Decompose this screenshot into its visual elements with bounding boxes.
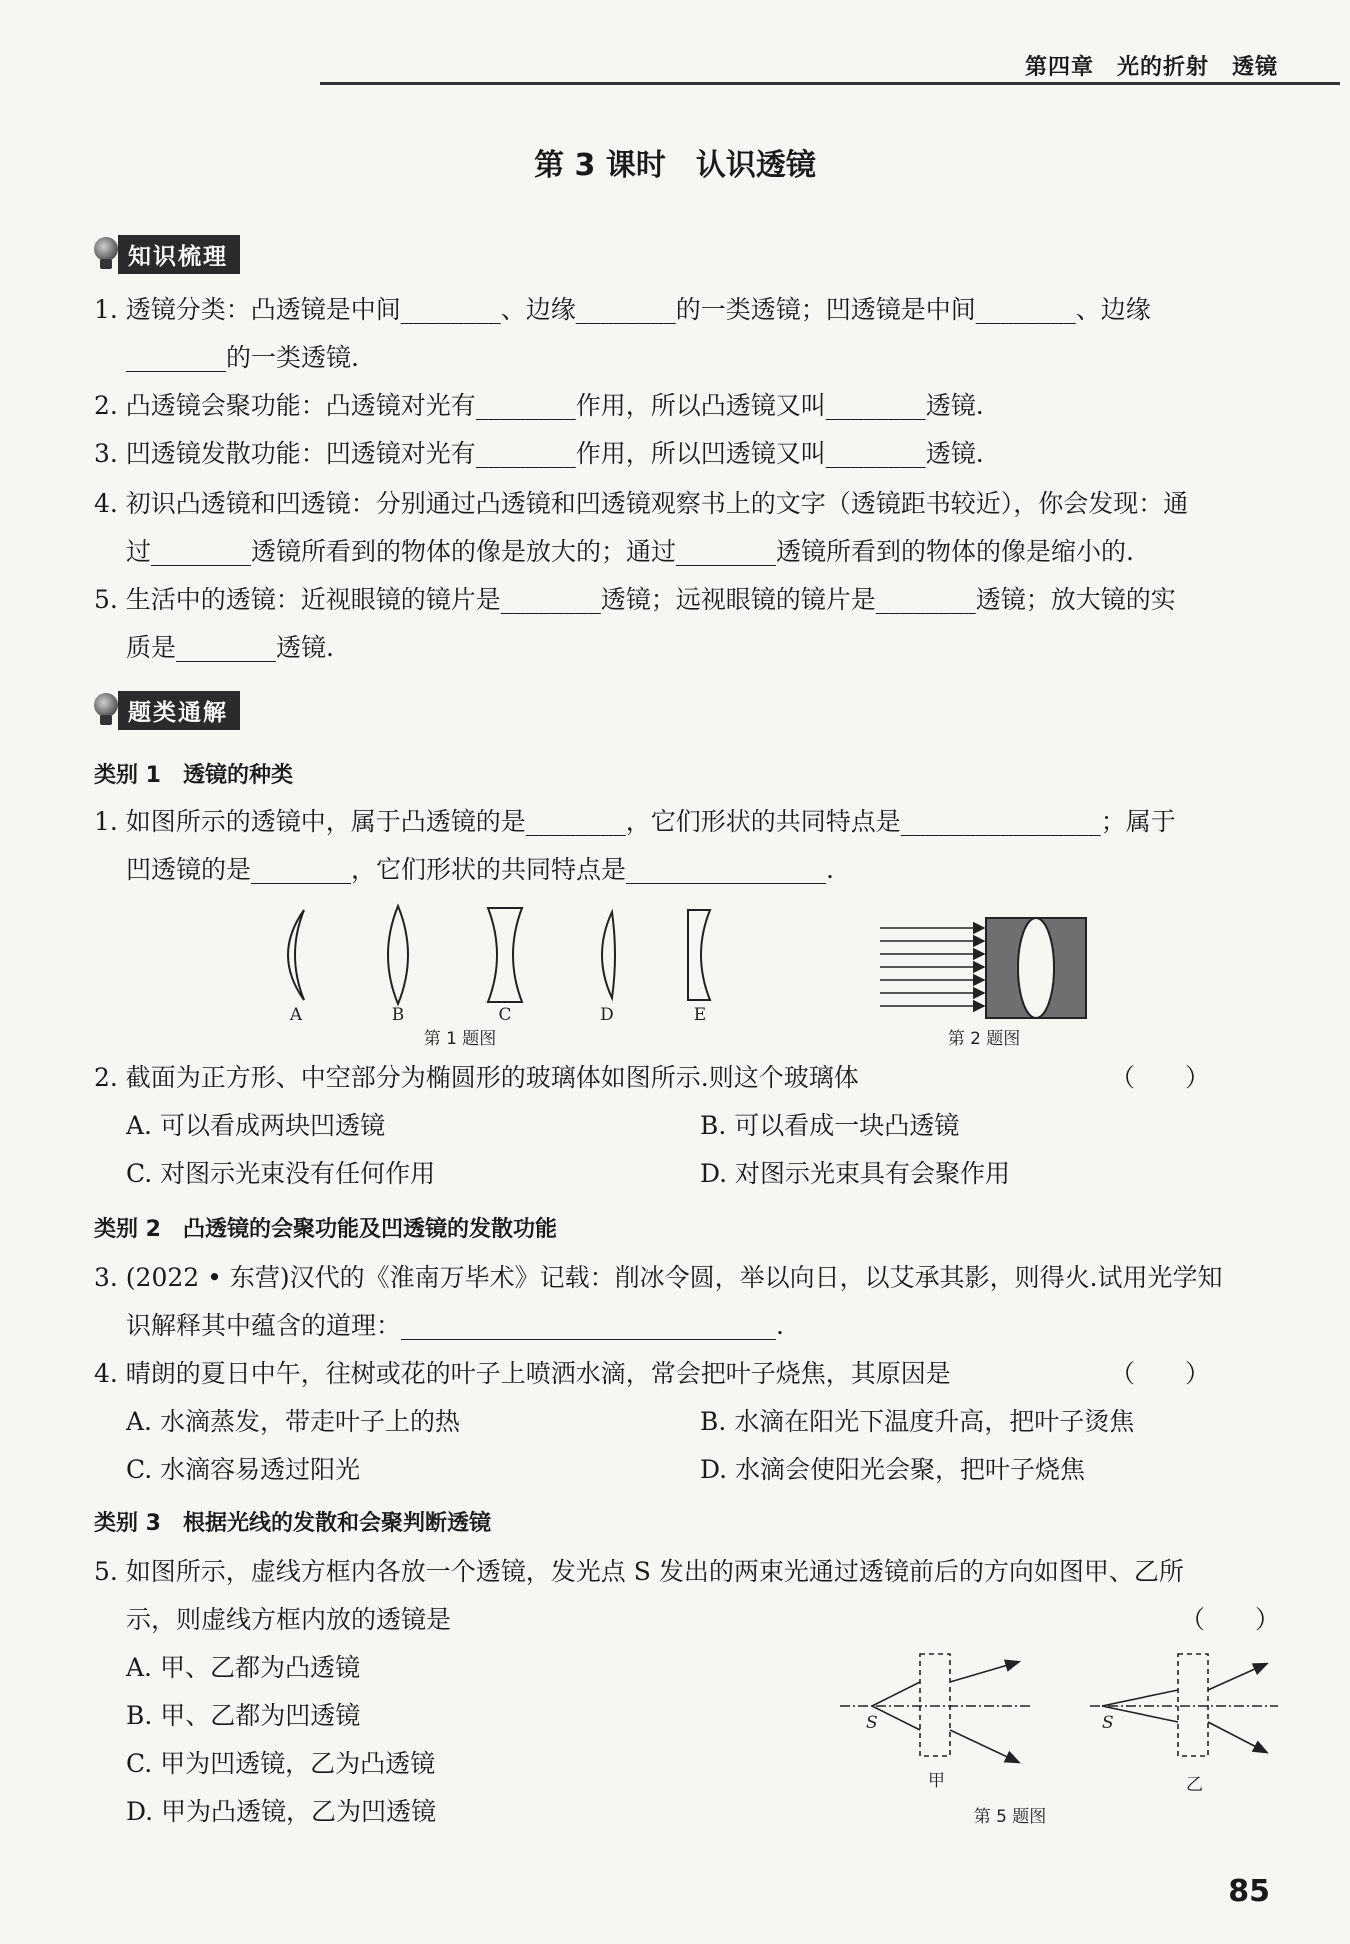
page-number: 85	[1228, 1874, 1270, 1909]
answer-paren: （ ）	[1109, 1063, 1210, 1092]
answer-paren: （ ）	[1109, 1359, 1210, 1388]
figure-5-light-rays	[830, 1640, 1280, 1836]
question-stem: 4. 晴朗的夏日中午，往树或花的叶子上喷洒水滴，常会把叶子烧焦，其原因是	[94, 1359, 951, 1388]
question-5-line: 5. 如图所示，虚线方框内各放一个透镜，发光点 S 发出的两束光通过透镜前后的方向如图甲、乙所	[94, 1557, 1184, 1586]
option: A. 可以看成两块凹透镜	[126, 1111, 385, 1140]
option: D. 对图示光束具有会聚作用	[700, 1159, 1011, 1188]
section-label: 题类通解	[118, 691, 240, 730]
figure-2-glass-block	[878, 904, 1098, 1050]
section-label: 知识梳理	[118, 235, 240, 274]
knowledge-line: 2. 凸透镜会聚功能：凸透镜对光有________作用，所以凸透镜又叫________透镜.	[94, 391, 984, 420]
knowledge-line: 质是________透镜.	[126, 633, 334, 662]
lightbulb-icon	[92, 693, 122, 727]
section-knowledge	[92, 234, 240, 274]
header-rule	[320, 82, 1340, 85]
option: C. 对图示光束没有任何作用	[126, 1159, 436, 1188]
figure-caption: 第 1 题图	[423, 1029, 497, 1049]
figure-caption: 第 2 题图	[947, 1029, 1021, 1049]
option: D. 甲为凸透镜，乙为凹透镜	[126, 1797, 437, 1826]
option: B. 水滴在阳光下温度升高，把叶子烫焦	[700, 1407, 1135, 1436]
option: D. 水滴会使阳光会聚，把叶子烧焦	[700, 1455, 1086, 1484]
lens-label: E	[693, 1005, 707, 1025]
knowledge-line: 5. 生活中的透镜：近视眼镜的镜片是________透镜；远视眼镜的镜片是________透镜；放大镜的实	[94, 585, 1176, 614]
knowledge-line: 1. 透镜分类：凸透镜是中间________、边缘________的一类透镜；凹透镜是中间________、边缘	[94, 295, 1151, 324]
knowledge-line: 3. 凹透镜发散功能：凹透镜对光有________作用，所以凹透镜又叫________透镜.	[94, 439, 984, 468]
answer-paren: （ ）	[1179, 1605, 1280, 1634]
chapter-header: 第四章 光的折射 透镜	[1024, 55, 1278, 80]
lens-label: C	[498, 1005, 512, 1025]
knowledge-line: ________的一类透镜.	[126, 343, 359, 372]
question-stem: 示，则虚线方框内放的透镜是	[126, 1605, 452, 1634]
lens-label: A	[289, 1005, 303, 1025]
diagram-label-jia: 甲	[928, 1771, 945, 1791]
knowledge-line: 4. 初识凸透镜和凹透镜：分别通过凸透镜和凹透镜观察书上的文字（透镜距书较近），你会发现：通	[94, 489, 1189, 518]
option: C. 甲为凹透镜，乙为凸透镜	[126, 1749, 436, 1778]
lens-e	[688, 910, 710, 1000]
question-2	[94, 1058, 1280, 1098]
page-title: 第 3 课时 认识透镜	[534, 148, 816, 183]
category-heading: 类别 3 根据光线的发散和会聚判断透镜	[94, 1511, 491, 1536]
question-4	[94, 1354, 1280, 1394]
option: A. 水滴蒸发，带走叶子上的热	[126, 1407, 460, 1436]
question-stem: 2. 截面为正方形、中空部分为椭圆形的玻璃体如图所示.则这个玻璃体	[94, 1063, 859, 1092]
category-heading: 类别 2 凸透镜的会聚功能及凹透镜的发散功能	[94, 1217, 557, 1242]
diagram-yi	[1090, 1654, 1278, 1756]
section-types	[92, 690, 240, 730]
lightbulb-icon	[92, 237, 122, 271]
question-3-line: 3. (2022 • 东营)汉代的《淮南万毕术》记载：削冰令圆，举以向日，以艾承其影，则得火.试用光学知	[94, 1263, 1223, 1292]
point-s-label: S	[1102, 1713, 1114, 1733]
lens-b	[388, 906, 408, 1004]
diagram-jia	[840, 1654, 1030, 1762]
lens-d	[602, 912, 615, 998]
knowledge-line: 过________透镜所看到的物体的像是放大的；通过________透镜所看到的物体的像是缩小的.	[126, 537, 1134, 566]
question-5	[126, 1600, 1280, 1640]
option: B. 可以看成一块凸透镜	[700, 1111, 960, 1140]
option: C. 水滴容易透过阳光	[126, 1455, 361, 1484]
diagram-label-yi: 乙	[1186, 1775, 1203, 1795]
option: A. 甲、乙都为凸透镜	[126, 1653, 360, 1682]
category-heading: 类别 1 透镜的种类	[94, 763, 293, 788]
lens-label: D	[600, 1005, 614, 1025]
lens-a	[288, 910, 304, 1000]
option: B. 甲、乙都为凹透镜	[126, 1701, 361, 1730]
question-1-line: 1. 如图所示的透镜中，属于凸透镜的是________，它们形状的共同特点是________________；属于	[94, 807, 1176, 836]
lens-label: B	[391, 1005, 405, 1025]
figure-1-lenses	[260, 900, 740, 1050]
question-1-line: 凹透镜的是________，它们形状的共同特点是________________.	[126, 855, 834, 884]
point-s-label: S	[866, 1713, 878, 1733]
lens-c	[488, 908, 522, 1002]
question-3-line: 识解释其中蕴含的道理：______________________________.	[126, 1311, 784, 1340]
figure-caption: 第 5 题图	[973, 1807, 1047, 1827]
